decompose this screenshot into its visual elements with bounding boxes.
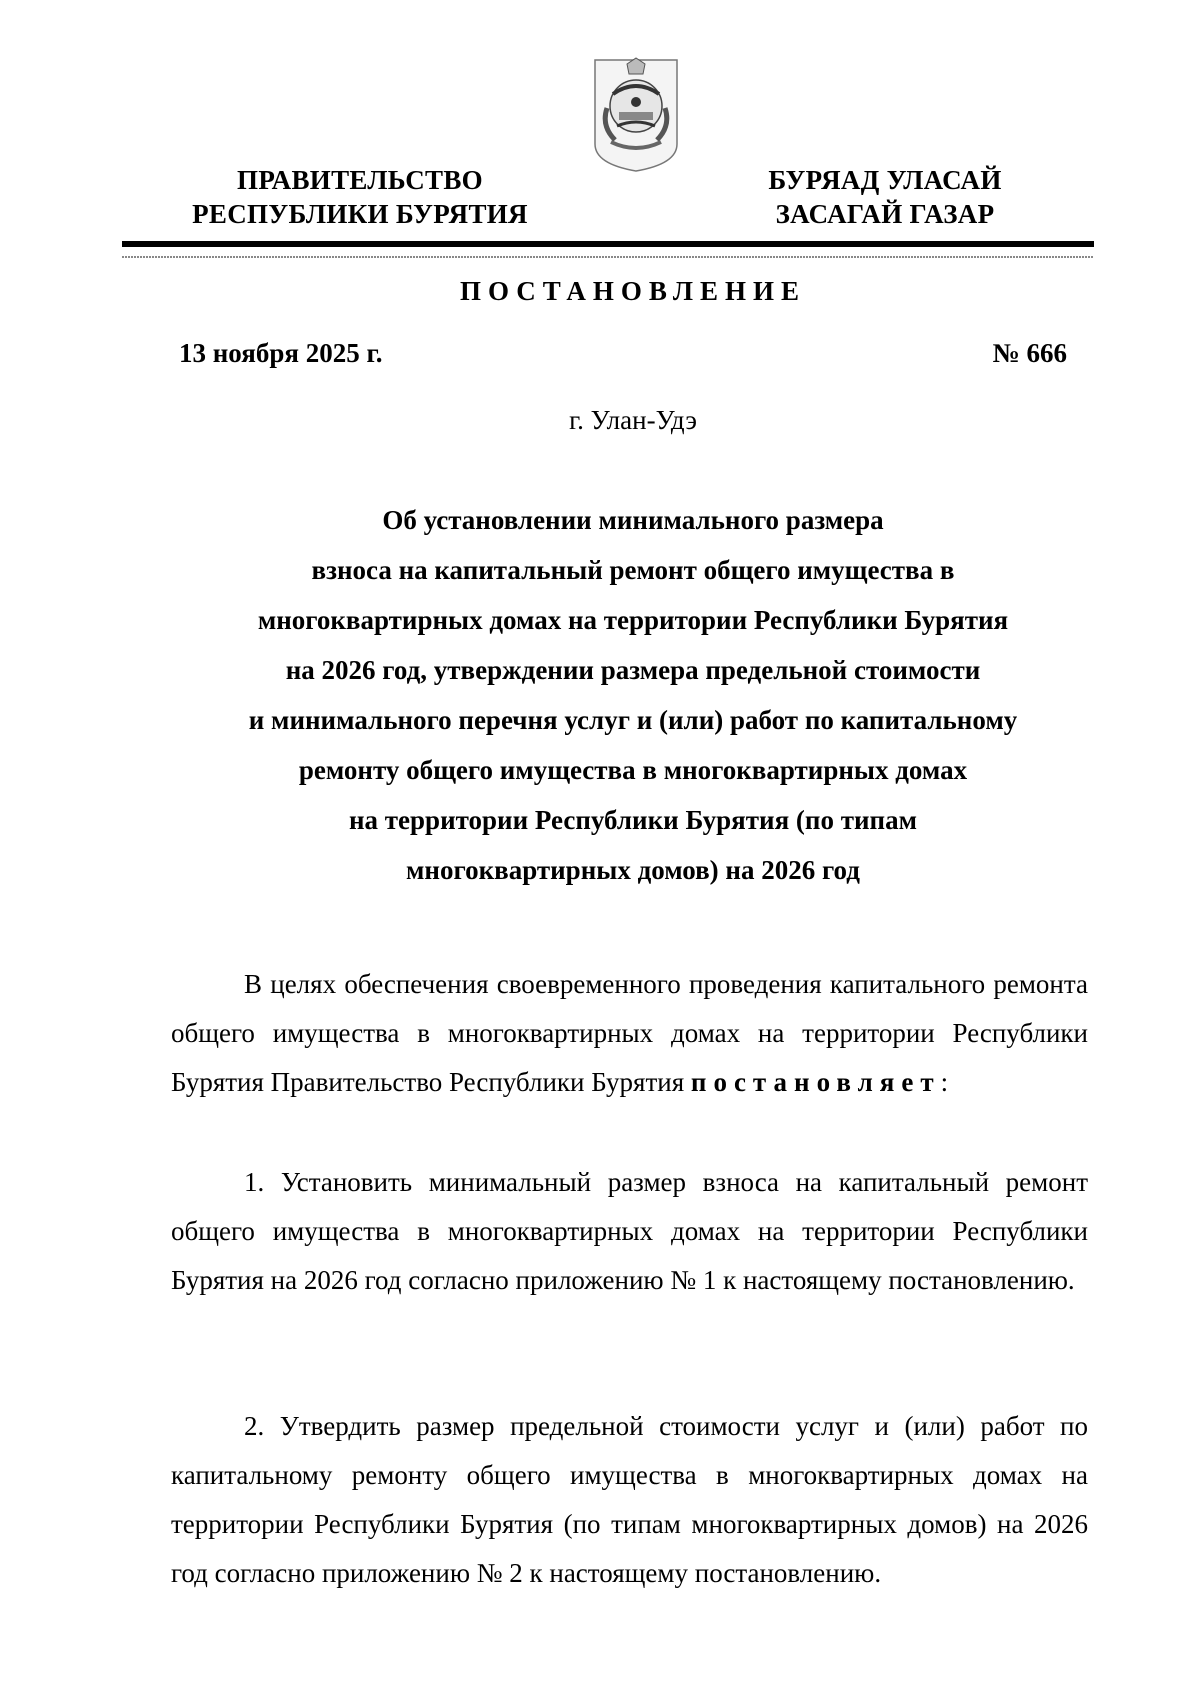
government-name-russian (170, 163, 550, 231)
title-line: и минимального перечня услуг и (или) работ по капитальному (248, 705, 1018, 735)
preamble-text: В целях обеспечения своевременного проведения капитального ремонта общего имущества в многоквартирных домах на территории Республики Бурятия Правительство Республики Бурятия (171, 969, 1088, 1097)
preamble-emphasis: постановляет (690, 1067, 941, 1097)
resolution-item-2: 2. Утвердить размер предельной стоимости услуг и (или) работ по капитальному ремонту общего имущества в многоквартирных домах на территории Республики Бурятия (по типам многоквартирных домов) на 2026 год согласно приложению № 2 к настоящему постановлению. (171, 1411, 1088, 1588)
document-title (170, 495, 1096, 895)
resolution-item-1: 1. Установить минимальный размер взноса на капитальный ремонт общего имущества в многоквартирных домах на территории Республики Бурятия на 2026 год согласно приложению № 1 к настоящему постановлению. (171, 1167, 1088, 1295)
title-line: Об установлении минимального размера (382, 505, 884, 535)
document-city: г. Улан-Удэ (569, 405, 697, 435)
title-line: на территории Республики Бурятия (по типам (348, 805, 917, 835)
coat-of-arms-icon (591, 56, 681, 174)
title-line: взноса на капитальный ремонт общего имущества в (311, 555, 955, 585)
document-date: 13 ноября 2025 г. (179, 338, 383, 368)
government-name-buryat (735, 163, 1035, 231)
header-divider-thick (122, 241, 1094, 247)
preamble-paragraph (171, 960, 1088, 1107)
title-line: на 2026 год, утверждении размера предельной стоимости (285, 655, 981, 685)
government-name-buryat-line-1: БУРЯАД УЛАСАЙ (768, 165, 1002, 195)
document-number: № 666 (992, 338, 1067, 368)
title-line: ремонту общего имущества в многоквартирных домах (298, 755, 968, 785)
government-name-buryat-line-2: ЗАСАГАЙ ГАЗАР (775, 199, 995, 229)
title-line: многоквартирных домов) на 2026 год (406, 855, 860, 885)
preamble-ending: : (940, 1067, 949, 1097)
header-divider-thin (122, 256, 1094, 258)
government-name-line-2: РЕСПУБЛИКИ БУРЯТИЯ (192, 199, 528, 229)
government-name-line-1: ПРАВИТЕЛЬСТВО (237, 165, 483, 195)
title-line: многоквартирных домах на территории Республики Бурятия (257, 605, 1009, 635)
document-type: ПОСТАНОВЛЕНИЕ (459, 276, 807, 306)
